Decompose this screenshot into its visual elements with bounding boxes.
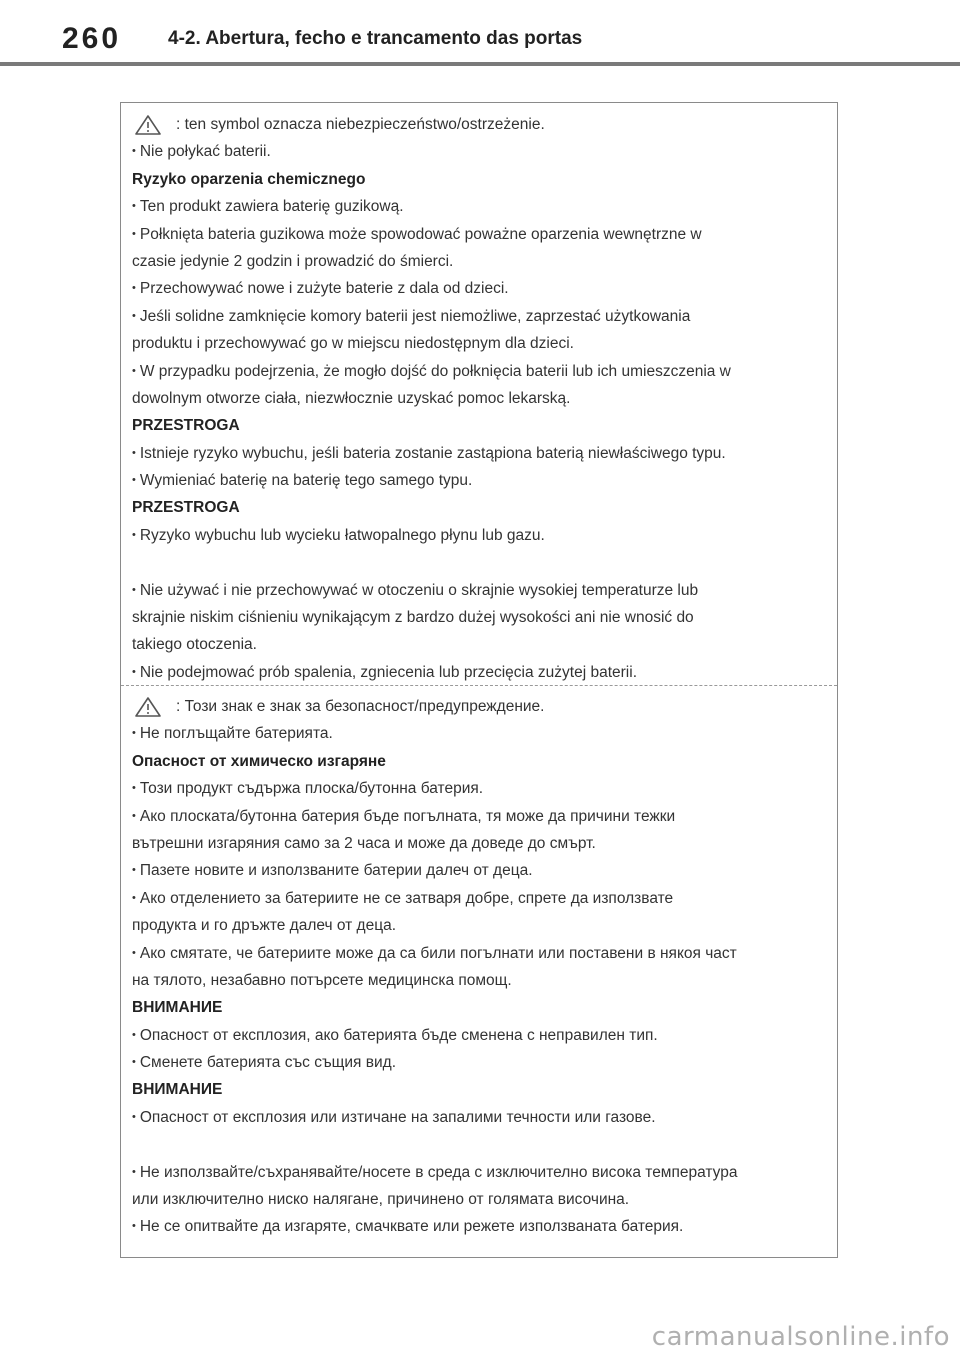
section-divider	[121, 685, 837, 686]
bulgarian-heading: Опасност от химическо изгаряне	[132, 752, 386, 770]
bulgarian-heading: ВНИМАНИЕ	[132, 1081, 223, 1099]
polish-text-line: czasie jedynie 2 godzin i prowadzić do śmierci.	[132, 252, 454, 270]
bulgarian-warning-symbol-text: : Този знак е знак за безопасност/предупреждение.	[176, 698, 545, 715]
bulgarian-text-line: продукта и го дръжте далеч от деца.	[132, 917, 397, 935]
polish-text-line: skrajnie niskim ciśnieniu wynikającym z bardzo dużej wysokości ani nie wnosić do	[132, 609, 694, 627]
bulgarian-lines	[132, 720, 837, 1240]
bulgarian-text-line: • Не поглъщайте батерията.	[132, 720, 837, 747]
polish-heading: PRZESTROGA	[132, 499, 240, 517]
bulgarian-text-line: или изключително ниско налягане, причинено от голямата височина.	[132, 1191, 630, 1209]
watermark: carmanualsonline.info	[651, 1322, 950, 1352]
polish-text-line: • Jeśli solidne zamknięcie komory baterii jest niemożliwe, zaprzestać użytkowania	[132, 303, 837, 330]
bulgarian-text-line: • Този продукт съдържа плоска/бутонна батерия.	[132, 775, 837, 802]
polish-warning-panel	[121, 111, 837, 686]
polish-text-line: • Połknięta bateria guzikowa może spowodować poważne oparzenia wewnętrzne w	[132, 221, 837, 248]
bulgarian-text-line: • Не използвайте/съхранявайте/носете в среда с изключително висока температура	[132, 1159, 837, 1186]
bulgarian-text-line: • Ако смятате, че батериите може да са били погълнати или поставени в някоя част	[132, 940, 837, 967]
bulgarian-text-line: • Не се опитвайте да изгаряте, смачквате или режете използваната батерия.	[132, 1213, 837, 1240]
polish-text-line: dowolnym otworze ciała, niezwłocznie uzyskać pomoc lekarską.	[132, 389, 571, 407]
warning-box	[120, 102, 838, 1258]
polish-spacer	[132, 549, 837, 576]
polish-lines	[132, 138, 837, 686]
header-rule	[0, 62, 960, 66]
bulgarian-spacer	[132, 1131, 837, 1158]
bulgarian-text-line: • Сменете батерията със същия вид.	[132, 1049, 837, 1076]
bulgarian-warning-panel	[121, 693, 837, 1241]
bulgarian-text-line: вътрешни изгаряния само за 2 часа и може да доведе до смърт.	[132, 834, 596, 852]
section-title: 4-2. Abertura, fecho e trancamento das portas	[168, 28, 583, 49]
polish-text-line: • Nie podejmować prób spalenia, zgniecenia lub przecięcia zużytej baterii.	[132, 659, 837, 686]
bulgarian-text-line: • Опасност от експлозия, ако батерията бъде сменена с неправилен тип.	[132, 1022, 837, 1049]
polish-text-line: • Przechowywać nowe i zużyte baterie z dala od dzieci.	[132, 275, 837, 302]
page-number: 260	[62, 22, 122, 55]
polish-text-line: • Ryzyko wybuchu lub wycieku łatwopalnego płynu lub gazu.	[132, 522, 837, 549]
polish-heading: PRZESTROGA	[132, 417, 240, 435]
warning-triangle-icon	[134, 114, 162, 136]
bulgarian-text-line: на тялото, незабавно потърсете медицинска помощ.	[132, 971, 512, 989]
bulgarian-text-line: • Ако плоската/бутонна батерия бъде погълната, тя може да причини тежки	[132, 803, 837, 830]
warning-triangle-icon	[134, 696, 162, 718]
polish-text-line: • W przypadku podejrzenia, że mogło dojść do połknięcia baterii lub ich umieszczenia w	[132, 358, 837, 385]
polish-warning-symbol-text: : ten symbol oznacza niebezpieczeństwo/ostrzeżenie.	[176, 116, 545, 133]
bulgarian-text-line: • Ако отделението за батериите не се затваря добре, спрете да използвате	[132, 885, 837, 912]
polish-text-line: • Wymieniać baterię na baterię tego samego typu.	[132, 467, 837, 494]
bulgarian-heading: ВНИМАНИЕ	[132, 999, 223, 1017]
polish-warning-symbol-line	[132, 111, 837, 138]
polish-text-line: produktu i przechowywać go w miejscu niedostępnym dla dzieci.	[132, 335, 574, 353]
polish-heading: Ryzyko oparzenia chemicznego	[132, 170, 366, 188]
bulgarian-text-line: • Пазете новите и използваните батерии далеч от деца.	[132, 857, 837, 884]
polish-text-line: • Nie używać i nie przechowywać w otoczeniu o skrajnie wysokiej temperaturze lub	[132, 577, 837, 604]
page-header	[0, 0, 960, 68]
bulgarian-warning-symbol-line	[132, 693, 837, 720]
polish-text-line: • Nie połykać baterii.	[132, 138, 837, 165]
polish-text-line: • Istnieje ryzyko wybuchu, jeśli bateria zostanie zastąpiona baterią niewłaściwego typu.	[132, 440, 837, 467]
polish-text-line: • Ten produkt zawiera baterię guzikową.	[132, 193, 837, 220]
bulgarian-text-line: • Опасност от експлозия или изтичане на запалими течности или газове.	[132, 1104, 837, 1131]
polish-text-line: takiego otoczenia.	[132, 636, 257, 654]
